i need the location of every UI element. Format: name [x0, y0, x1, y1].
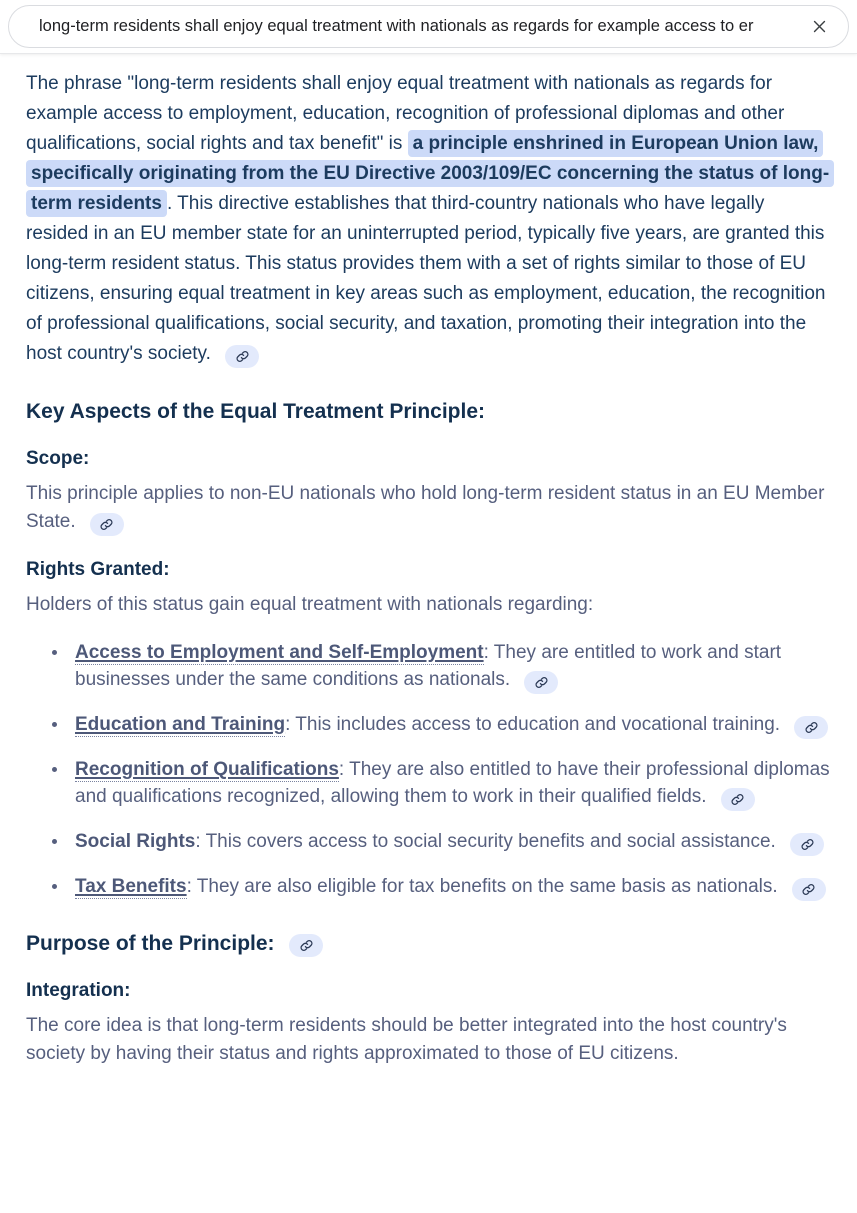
right-desc: : They are also entitled to have their professional diplomas and qualifications recognized, allowing them to work in their qualified fields.: [75, 759, 830, 807]
list-item: [75, 756, 831, 811]
scope-text: This principle applies to non-EU nationals who hold long-term resident status in an EU Member State.: [26, 483, 825, 532]
list-item: [75, 711, 831, 739]
intro-paragraph: [26, 69, 831, 369]
right-desc: : They are also eligible for tax benefits on the same basis as nationals.: [186, 876, 778, 897]
purpose-title: Purpose of the Principle:: [26, 932, 275, 955]
source-link-button[interactable]: [225, 345, 259, 368]
list-item: [75, 873, 831, 901]
right-desc: : This includes access to education and vocational training.: [285, 714, 781, 735]
link-icon: [802, 883, 815, 896]
source-link-button[interactable]: [790, 833, 824, 856]
find-bar: [0, 0, 857, 54]
rights-intro-paragraph: Holders of this status gain equal treatment with nationals regarding:: [26, 594, 594, 615]
right-link-education[interactable]: Education and Training: [75, 714, 286, 735]
source-link-button[interactable]: [792, 878, 826, 901]
subheading-rights-granted: Rights Granted:: [26, 559, 170, 580]
link-icon: [100, 518, 113, 531]
right-link-tax-benefits[interactable]: Tax Benefits: [75, 876, 187, 897]
section-heading-purpose: [26, 931, 831, 957]
source-link-button[interactable]: [794, 716, 828, 739]
right-desc: : They are entitled to work and start businesses under the same conditions as nationals.: [75, 642, 782, 690]
link-icon: [535, 676, 548, 689]
close-button[interactable]: [807, 14, 832, 39]
source-link-button[interactable]: [721, 788, 755, 811]
right-link-employment[interactable]: Access to Employment and Self-Employment: [75, 642, 484, 663]
link-icon: [236, 350, 249, 363]
source-link-button[interactable]: [524, 671, 558, 694]
rights-list: [26, 639, 831, 901]
answer-content: [0, 54, 857, 1104]
scope-paragraph: [26, 480, 831, 536]
link-icon: [731, 793, 744, 806]
link-icon: [805, 721, 818, 734]
link-icon: [300, 939, 313, 952]
intro-pre-text: The phrase "long-term residents shall enjoy equal treatment with nationals as regards for example access to employment, education, recognition of professional diplomas and other qualifications, social rights and tax benefit" is: [26, 73, 785, 154]
source-link-button[interactable]: [90, 513, 124, 536]
intro-post-text: . This directive establishes that third-country nationals who have legally resided in an EU member state for an uninterrupted period, typically five years, are granted this long-term resident status. This status provides them with a set of rights similar to those of EU citizens, ensuring equal treatment in key areas such as employment, education, the recognition of professional qualifications, social security, and taxation, promoting their integration into the host country's society.: [26, 193, 826, 364]
right-link-qualifications[interactable]: Recognition of Qualifications: [75, 759, 339, 780]
link-icon: [801, 838, 814, 851]
highlighted-answer-text: a principle enshrined in European Union law, specifically originating from the EU Directive 2003/109/EC concerning the status of long-term residents: [26, 130, 834, 217]
search-input[interactable]: [8, 5, 849, 48]
list-item: [75, 828, 831, 856]
subheading-integration: Integration:: [26, 980, 131, 1001]
search-query-text[interactable]: long-term residents shall enjoy equal treatment with nationals as regards for example access to er: [39, 17, 754, 35]
close-icon: [811, 18, 828, 35]
right-term-social-rights: Social Rights: [75, 831, 196, 852]
section-heading-key-aspects: Key Aspects of the Equal Treatment Principle:: [26, 400, 486, 423]
list-item: [75, 639, 831, 694]
subheading-scope: Scope:: [26, 448, 90, 469]
integration-paragraph: The core idea is that long-term residents should be better integrated into the host country's society by having their status and rights approximated to those of EU citizens.: [26, 1015, 787, 1064]
right-desc: : This covers access to social security benefits and social assistance.: [195, 831, 776, 852]
source-link-button[interactable]: [289, 934, 323, 957]
